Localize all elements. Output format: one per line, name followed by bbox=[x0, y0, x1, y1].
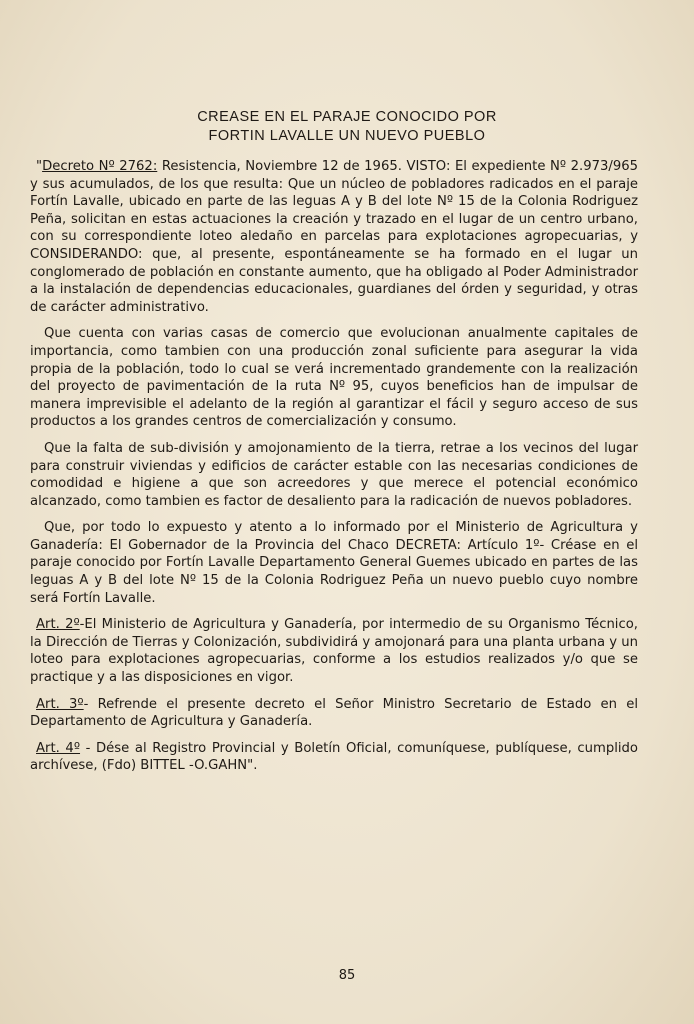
article-4 bbox=[30, 740, 638, 775]
article-4-label: Art. 4º bbox=[36, 740, 81, 756]
article-3-label: Art. 3º bbox=[36, 696, 84, 712]
title-line-2: FORTIN LAVALLE UN NUEVO PUEBLO bbox=[208, 128, 486, 144]
article-3 bbox=[30, 696, 638, 731]
document-title bbox=[0, 108, 694, 146]
paragraph-decreto: "Decreto Nº 2762: Resistencia, Noviembre 12 de 1965. VISTO: El expediente Nº 2.973/965 y sus acumulados, de los que resulta: Que un núcleo de pobladores radicados en el paraje Fortín Lavalle, ubicado en parte de las leguas A y B del lote Nº 15 de la Colonia Rodriguez Peña, solicitan en estas actuaciones la creación y trazado en el lugar de un centro urbano, con su correspondiente loteo aledaño en parcelas para explotaciones agropecuarias, y CONSIDERANDO: que, al presente, espontáneamente se ha formado en el lugar un conglomerado de población en constante aumento, que ha obligado al Poder Administrador a la instalación de dependencias educacionales, guardianes del órden y seguridad, y otras de carácter administrativo. bbox=[30, 159, 638, 315]
paragraph-decreta: Que, por todo lo expuesto y atento a lo informado por el Ministerio de Agricultura y Ganadería: El Gobernador de la Provincia del Chaco DECRETA: Artículo 1º- Créase en el paraje conocido por Fortín Lavalle Departamento General Guemes ubicado en partes de las leguas A y B del lote Nº 15 de la Colonia Rodriguez Peña un nuevo pueblo cuyo nombre será Fortín Lavalle. bbox=[30, 520, 638, 606]
page-number: 85 bbox=[338, 968, 356, 983]
article-2 bbox=[30, 616, 638, 686]
article-4-text: - Dése al Registro Provincial y Boletín Oficial, comuníquese, publíquese, cumplido archívese, (Fdo) BITTEL -O.GAHN". bbox=[30, 740, 638, 774]
paragraph-comercio: Que cuenta con varias casas de comercio que evolucionan anualmente capitales de importancia, como tambien con una producción zonal suficiente para asegurar la vida propia de la población, todo lo cual se verá incrementado grandemente con la realización del proyecto de pavimentación de la ruta Nº 95, cuyos beneficios han de impulsar de manera imprevisible el adelanto de la región al garantizar el fácil y seguro acceso de sus productos a los grandes centros de comercialización y consumo. bbox=[30, 326, 638, 430]
article-2-text: -El Ministerio de Agricultura y Ganadería, por intermedio de su Organismo Técnico, la Dirección de Tierras y Colonización, subdividirá y amojonará para una planta urbana y un loteo para explotaciones agropecuarias, conforme a los estudios realizados y/o que se practique y a las disposiciones en vigor. bbox=[30, 617, 638, 686]
decreto-label: Decreto Nº 2762: bbox=[42, 159, 158, 174]
paragraph-subdivision: Que la falta de sub-división y amojonamiento de la tierra, retrae a los vecinos del lugar para construir viviendas y edificios de carácter estable con las necesarias condiciones de comodidad e higiene a que son acreedores y que merece el potencial económico alcanzado, como tambien es factor de desaliento para la radicación de nuevos pobladores. bbox=[30, 440, 638, 509]
article-2-label: Art. 2º bbox=[36, 617, 80, 633]
article-3-text: - Refrende el presente decreto el Señor Ministro Secretario de Estado en el Departamento de Agricultura y Ganadería. bbox=[30, 696, 638, 730]
title-line-1: CREASE EN EL PARAJE CONOCIDO POR bbox=[197, 109, 497, 125]
decreto-text: Resistencia, Noviembre 12 de 1965. VISTO: El expediente Nº 2.973/965 y sus acumulados, de los que resulta: Que un núcleo de pobladores radicados en el paraje Fortín Lavalle, ubicado en parte de las leguas A y B del lote Nº 15 de la Colonia Rodriguez Peña, solicitan en estas actuaciones la creación y trazado en el lugar de un centro urbano, con su correspondiente loteo aledaño en parcelas para explotaciones agropecuarias, y CONSIDERANDO: que, al presente, espontáneamente se ha formado en el lugar un conglomerado de población en constante aumento, que ha obligado al Poder Administrador a la instalación de dependencias educacionales, guardianes del órden y seguridad, y otras de carácter administrativo. bbox=[30, 159, 638, 315]
document-body bbox=[30, 158, 638, 784]
